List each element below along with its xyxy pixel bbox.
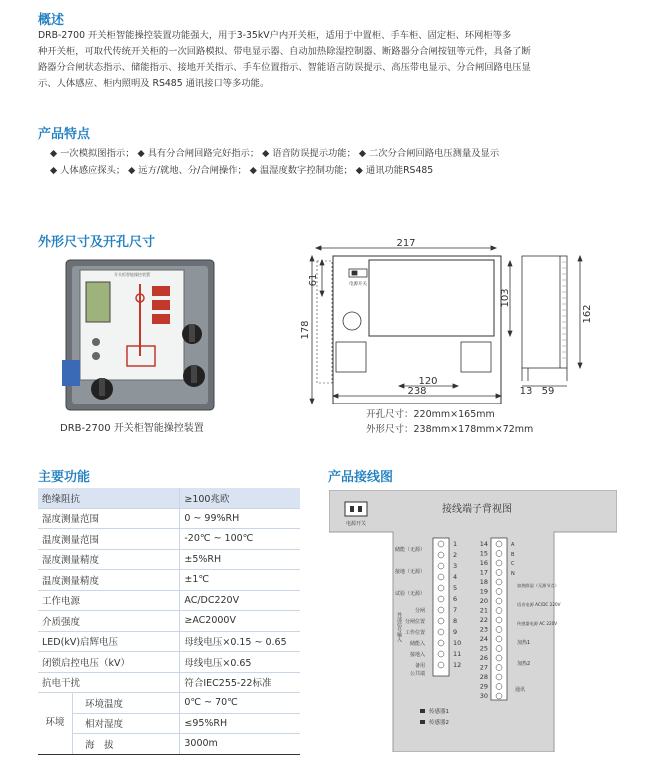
terminal-label: 通讯 [515, 687, 526, 693]
terminal-num: 21 [479, 606, 488, 615]
feature-item: 温湿度数字控制功能； [259, 165, 353, 176]
overview-line: 路器分合闸状态指示、储能指示、接地开关指示、手车位置指示、智能语言防误提示、高压带电显示、分合闸回路电压显 [38, 62, 531, 73]
spec-key: LED(kV)启辉电压 [38, 631, 180, 652]
terminal-num: 26 [479, 654, 488, 662]
outline-size: 外形尺寸：238mm×178mm×72mm [366, 424, 534, 435]
terminal-label: 加热1 [517, 640, 531, 646]
dim-13: 13 [519, 386, 533, 397]
terminal-num: 5 [453, 584, 458, 592]
table-row [38, 549, 300, 570]
cutout-size: 开孔尺寸：220mm×165mm [366, 409, 495, 420]
terminal-num: 29 [479, 682, 488, 691]
spec-key: 温度测量精度 [38, 570, 180, 591]
terminal-num: 25 [479, 644, 488, 653]
spec-value: ≤95%RH [180, 713, 300, 734]
terminal-label: C [511, 561, 515, 567]
table-row [38, 590, 300, 611]
terminal-num: 14 [479, 540, 488, 548]
spec-value: ≥AC2000V [180, 611, 300, 632]
features-row-2: ◆ 人体感应探头； ◆ 远方/就地、分/合闸操作； ◆ 温湿度数字控制功能； ◆ 通讯功能RS485 [50, 165, 434, 176]
spec-key: 工作电源 [38, 590, 180, 611]
terminal-num: 9 [453, 628, 458, 636]
dim-61: 61 [308, 273, 319, 287]
table-row [38, 529, 300, 550]
feature-item: 通讯功能RS485 [365, 165, 434, 176]
sensor-label: 传感器1 [429, 709, 449, 715]
spec-key: 环境温度 [73, 693, 180, 714]
terminal-num: 12 [453, 661, 462, 669]
terminal-label: 储能入 [409, 641, 425, 647]
sensor-label: 传感器2 [429, 720, 449, 726]
spec-value: ±1℃ [180, 570, 300, 591]
table-row [38, 631, 300, 652]
spec-key: 湿度测量精度 [38, 549, 180, 570]
dim-178: 178 [300, 320, 311, 340]
external-input-note: 外部信号输入 [396, 612, 402, 642]
terminal-label: 接地入 [409, 652, 425, 658]
table-row [38, 672, 300, 693]
table-row [38, 693, 300, 714]
specs-title: 主要功能 [38, 470, 91, 485]
dimension-drawing [300, 236, 600, 404]
terminal-num: 7 [453, 606, 458, 614]
spec-key: 湿度测量范围 [38, 508, 180, 529]
terminal-label: N [511, 571, 515, 577]
overview-line: DRB-2700 开关柜智能操控装置功能强大，用于3-35kV户内开关柜，适用于中置柜、手车柜、固定柜、环网柜等多 [38, 30, 512, 41]
spec-value: 母线电压×0.15 ~ 0.65 [180, 631, 300, 652]
terminal-num: 22 [479, 616, 488, 624]
table-row [38, 611, 300, 632]
spec-key: 闭锁启控电压（kV） [38, 652, 180, 673]
dim-217: 217 [396, 238, 416, 249]
terminal-label: 传感器电源 AC 220V [517, 621, 558, 626]
terminal-label: 备用 [414, 663, 425, 669]
spec-key: 绝缘阻抗 [38, 488, 180, 508]
terminal-label: 分闸 [414, 608, 425, 614]
terminal-num: 30 [479, 692, 488, 700]
terminal-num: 23 [479, 625, 488, 634]
wiring-switch-label: 电源开关 [345, 521, 367, 527]
terminal-num: 4 [453, 573, 458, 581]
terminal-label: A [511, 542, 515, 548]
dim-120: 120 [418, 376, 438, 387]
features-row-1: ◆ 一次模拟图指示； ◆ 具有分合闸回路完好指示； ◆ 语音防误提示功能； ◆ 二次分合闸回路电压测量及显示 [50, 148, 500, 159]
spec-key: 抗电干扰 [38, 672, 180, 693]
feature-item: 人体感应探头； [60, 165, 126, 176]
terminal-label: 接地（无源） [394, 569, 425, 575]
feature-item: 远方/就地、分/合闸操作； [138, 165, 247, 176]
dim-238: 238 [407, 386, 427, 397]
specs-table [38, 488, 300, 755]
terminal-num: 8 [453, 617, 458, 625]
terminal-num: 3 [453, 562, 458, 570]
feature-item: 一次模拟图指示； [60, 148, 135, 159]
dimensions-title: 外形尺寸及开孔尺寸 [38, 235, 156, 250]
terminal-label: 公共端 [409, 671, 425, 677]
terminal-label: 分闸位置 [404, 619, 425, 625]
terminal-num: 24 [479, 635, 488, 643]
wiring-diagram [329, 490, 617, 752]
spec-key: 海 拔 [73, 734, 180, 755]
terminal-num: 18 [479, 578, 488, 586]
overview-line: 示、人体感应、柜内照明及 RS485 通讯接口等多功能。 [38, 78, 270, 89]
spec-value: 0 ~ 99%RH [180, 508, 300, 529]
terminal-label: 试验（无源） [394, 591, 425, 597]
spec-value: AC/DC220V [180, 590, 300, 611]
overview-line: 种开关柜，可取代传统开关柜的一次回路模拟、带电显示器、自动加热除湿控制器、断路器分合闸按钮等元件，具备了断 [38, 46, 531, 57]
terminal-num: 6 [453, 595, 458, 603]
drawing-switch-label: 电源开关 [349, 282, 367, 287]
wiring-title: 产品接线图 [328, 470, 394, 485]
feature-item: 语音防误提示功能； [272, 148, 356, 159]
terminal-num: 15 [479, 549, 488, 558]
spec-value: 0℃ ~ 70℃ [180, 693, 300, 714]
features-title: 产品特点 [38, 127, 91, 142]
device-title: 开关柜智能操控装置 [114, 272, 150, 277]
dim-59: 59 [541, 386, 555, 397]
terminal-num: 1 [453, 540, 458, 548]
terminal-num: 19 [479, 587, 488, 596]
terminal-num: 17 [479, 568, 488, 577]
device-caption: DRB-2700 开关柜智能操控装置 [60, 423, 204, 434]
terminal-label: 工作位置 [404, 630, 425, 636]
terminal-label: 储能（无源） [394, 547, 425, 553]
spec-value: 母线电压×0.65 [180, 652, 300, 673]
spec-value: ±5%RH [180, 549, 300, 570]
wiring-header: 接线端子背视图 [442, 504, 512, 515]
terminal-num: 10 [453, 639, 462, 647]
table-row [38, 734, 300, 755]
terminal-num: 28 [479, 673, 488, 681]
spec-value: 3000m [180, 734, 300, 755]
terminal-num: 2 [453, 551, 458, 559]
table-row [38, 488, 300, 508]
table-row [38, 508, 300, 529]
terminal-label: 加热2 [517, 661, 531, 667]
terminal-label: B [511, 552, 515, 558]
dim-103: 103 [500, 288, 511, 308]
spec-key: 介质强度 [38, 611, 180, 632]
terminal-num: 11 [453, 650, 462, 658]
terminal-label: 语音电源 AC/DC 220V [517, 602, 561, 607]
spec-value: ≥100兆欧 [180, 488, 300, 508]
terminal-num: 16 [479, 559, 488, 567]
terminal-num: 20 [479, 597, 488, 605]
device-photo [62, 256, 240, 416]
terminal-label: 加热除湿（无源节点） [517, 583, 559, 588]
table-row [38, 570, 300, 591]
feature-item: 具有分合闸回路完好指示； [147, 148, 260, 159]
env-label: 环境 [38, 693, 73, 755]
spec-value: 符合IEC255-22标准 [180, 672, 300, 693]
terminal-num: 27 [479, 663, 488, 672]
overview-text [38, 28, 610, 92]
spec-key: 相对湿度 [73, 713, 180, 734]
table-row [38, 713, 300, 734]
feature-item: 二次分合闸回路电压测量及显示 [368, 148, 500, 159]
dim-162: 162 [582, 304, 593, 324]
spec-key: 温度测量范围 [38, 529, 180, 550]
overview-title: 概述 [38, 13, 65, 28]
table-row [38, 652, 300, 673]
spec-value: -20℃ ~ 100℃ [180, 529, 300, 550]
